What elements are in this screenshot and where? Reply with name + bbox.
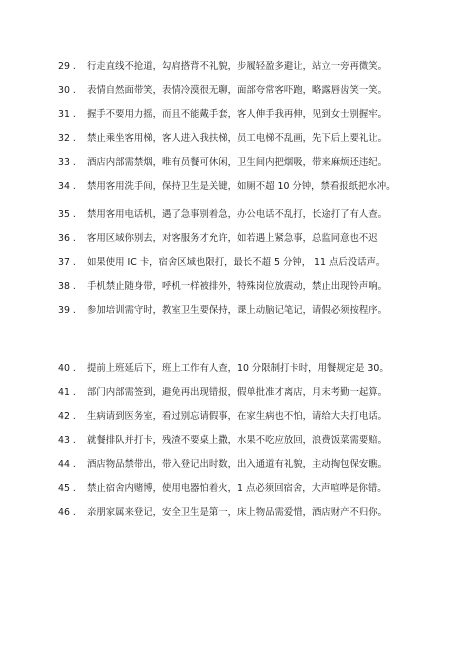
- rule-number: 35 .: [58, 209, 76, 220]
- rule-number: 43 .: [58, 435, 76, 446]
- rule-number: 42 .: [58, 411, 76, 422]
- rule-number: 33 .: [58, 157, 76, 168]
- rule-text: 行走直线不抢道，勾肩搭背不礼貌，步履轻盈多避让，站立一旁再微笑。: [87, 61, 388, 72]
- rule-line: [58, 278, 458, 296]
- rule-text: 生病请到医务室，看过别忘请假事，在家生病也不怕，请给大夫打电话。: [87, 411, 388, 422]
- rule-text: 禁止宿舍内赌博，使用电器怕着火，1 点必须回宿舍，大声喧哗是你错。: [87, 483, 387, 494]
- rule-number: 44 .: [58, 459, 76, 470]
- rule-line: [58, 206, 458, 224]
- rule-text: 部门内部需签到，避免再出现错报，假单批准才离店，月末考勤一起算。: [87, 387, 388, 398]
- rule-line: [58, 106, 458, 124]
- rule-text: 亲朋家属来登记，安全卫生是第一，床上物品需爱惜，酒店财产不归你。: [87, 507, 388, 518]
- rule-line: [58, 480, 458, 498]
- rule-number: 38 .: [58, 281, 76, 292]
- rule-number: 41 .: [58, 387, 76, 398]
- rule-line: [58, 58, 458, 76]
- rule-text: 客用区域你别去，对客服务才允许，如若遇上紧急事，总监同意也不迟: [87, 233, 378, 244]
- rule-number: 30 .: [58, 85, 76, 96]
- rule-number: 40 .: [58, 363, 76, 374]
- rule-number: 46 .: [58, 507, 76, 518]
- rule-text: 禁止乘坐客用梯，客人进入我扶梯，员工电梯不乱画，先下后上要礼让。: [87, 133, 388, 144]
- rule-number: 29 .: [58, 61, 76, 72]
- rule-text: 酒店内部需禁烟，唯有员餐可休闲，卫生间内把烟吸，带来麻烦还违纪。: [87, 157, 388, 168]
- rule-line: [58, 360, 458, 378]
- rule-text: 就餐排队并打卡，残渣不要桌上撒，水果不吃应放回，浪费饭菜需要赔。: [87, 435, 388, 446]
- rule-line: [58, 504, 458, 522]
- rule-line: [58, 254, 458, 272]
- rule-text: 提前上班延后下，班上工作有人查，10 分限制打卡时，用餐规定是 30。: [87, 363, 389, 374]
- rule-text: 参加培训需守时，教室卫生要保持，课上动脑记笔记，请假必须按程序。: [87, 305, 388, 316]
- rule-text: 禁用客用电话机，遇了急事别着急，办公电话不乱打，长途打了有人查。: [87, 209, 388, 220]
- rule-line: [58, 456, 458, 474]
- rule-line: [58, 408, 458, 426]
- rule-number: 34 .: [58, 181, 76, 192]
- rule-line: [58, 130, 458, 148]
- rule-number: 36 .: [58, 233, 76, 244]
- rule-line: [58, 154, 458, 172]
- rule-text: 表情自然面带笑，表情冷漠很无聊，面部夸常客吓跑，略露唇齿笑一笑。: [87, 85, 388, 96]
- rule-text: 禁用客用洗手间，保持卫生是关键，如厕不超 10 分钟，禁看报纸把水冲。: [87, 181, 396, 192]
- rule-text: 如果使用 IC 卡，宿舍区域也限打，最长不超 5 分钟， 11 点后没话声。: [87, 257, 386, 268]
- rule-line: [58, 302, 458, 320]
- rule-number: 31 .: [58, 109, 76, 120]
- rule-line: [58, 432, 458, 450]
- rule-number: 45 .: [58, 483, 76, 494]
- rule-line: [58, 178, 458, 196]
- rule-number: 39 .: [58, 305, 76, 316]
- rule-number: 32 .: [58, 133, 76, 144]
- rule-number: 37 .: [58, 257, 76, 268]
- rule-text: 握手不要用力摇，而且不能戴手套，客人伸手我再伸，见到女士别握牢。: [87, 109, 388, 120]
- rule-line: [58, 384, 458, 402]
- rule-text: 手机禁止随身带，呼机一样被排外，特殊岗位放震动，禁止出现铃声响。: [87, 281, 388, 292]
- rule-text: 酒店物品禁带出，带入登记出时数，出入通道有礼貌，主动掏包保安瞧。: [87, 459, 388, 470]
- rule-line: [58, 82, 458, 100]
- rule-line: [58, 230, 458, 248]
